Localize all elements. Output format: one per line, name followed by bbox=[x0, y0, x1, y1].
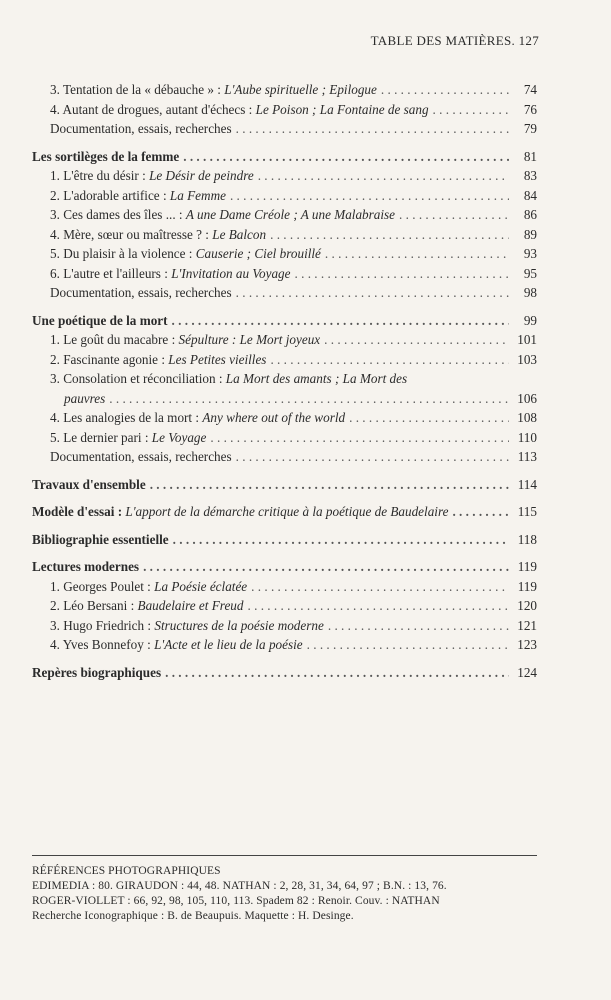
entry-page: 106 bbox=[517, 390, 537, 406]
entry-title-cont: pauvres bbox=[64, 390, 106, 406]
toc-entry-label bbox=[50, 635, 303, 655]
entry-number: 4. bbox=[50, 101, 60, 117]
entry-page: 101 bbox=[517, 332, 537, 347]
toc-entry-label bbox=[50, 205, 395, 225]
toc-section bbox=[32, 311, 537, 331]
references-line-3: Recherche Iconographique : B. de Beaupuis. Maquette : H. Desinge. bbox=[32, 910, 354, 922]
toc-entry-label bbox=[50, 447, 232, 467]
entry-title: Baudelaire et Freud bbox=[137, 598, 244, 613]
entry-number: 3. bbox=[50, 207, 60, 222]
entry-text: L'être du désir : bbox=[63, 168, 150, 183]
dot-leader bbox=[109, 389, 509, 409]
entry-text: Le dernier pari : bbox=[63, 429, 152, 445]
toc-entry-label bbox=[32, 557, 139, 577]
entry-title: Any where out of the world bbox=[202, 410, 346, 425]
entry-page: 86 bbox=[523, 207, 537, 222]
entry-title: Le Balcon bbox=[212, 226, 267, 242]
dot-leader bbox=[307, 635, 509, 655]
entry-title: L'apport de la démarche critique à la poétique de Baudelaire bbox=[125, 504, 449, 519]
entry-number: 4. bbox=[50, 410, 60, 425]
entry-page: 110 bbox=[517, 429, 537, 445]
entry-page: 79 bbox=[523, 121, 537, 136]
entry-text: Le goût du macabre : bbox=[63, 332, 179, 347]
dot-leader bbox=[165, 663, 509, 683]
entry-title: Sépulture : Le Mort joyeux bbox=[178, 332, 321, 347]
entry-page: 108 bbox=[517, 410, 537, 425]
toc-entry-label bbox=[50, 80, 377, 100]
entry-number: 2. bbox=[50, 187, 60, 203]
toc-entry bbox=[32, 205, 537, 225]
toc-entry bbox=[32, 596, 537, 616]
dot-leader bbox=[236, 447, 509, 467]
toc-entry-label bbox=[50, 119, 232, 139]
toc-entry-label bbox=[50, 389, 105, 409]
running-title: TABLE DES MATIÈRES. bbox=[370, 33, 516, 48]
entry-text: Documentation, essais, recherches bbox=[50, 285, 232, 300]
entry-text: Mère, sœur ou maîtresse ? : bbox=[63, 226, 213, 242]
toc-entry bbox=[32, 244, 537, 264]
entry-title: Le Poison ; La Fontaine de sang bbox=[255, 101, 429, 117]
dot-leader bbox=[258, 166, 509, 186]
entry-page: 74 bbox=[523, 82, 537, 97]
toc-entry bbox=[32, 186, 537, 206]
entry-page: 103 bbox=[517, 351, 537, 367]
dot-leader bbox=[270, 350, 509, 370]
entry-text: Travaux d'ensemble bbox=[32, 476, 146, 492]
toc-entry-continuation bbox=[32, 389, 537, 409]
toc-entry-label bbox=[32, 147, 179, 167]
entry-title: Le Voyage bbox=[151, 429, 207, 445]
toc-entry-label bbox=[50, 225, 266, 245]
entry-page: 119 bbox=[517, 559, 537, 574]
entry-text: Lectures modernes bbox=[32, 559, 140, 574]
dot-leader bbox=[173, 530, 509, 550]
entry-title: Les Petites vieilles bbox=[168, 351, 267, 367]
entry-page: 115 bbox=[517, 504, 537, 519]
toc-entry-label bbox=[50, 428, 206, 448]
references-line-2: ROGER-VIOLLET : 66, 92, 98, 105, 110, 113. Spadem 82 : Renoir. Couv. : NATHAN bbox=[32, 895, 440, 907]
entry-number: 5. bbox=[50, 246, 60, 261]
toc-entry bbox=[32, 428, 537, 448]
toc-section bbox=[32, 147, 537, 167]
dot-leader bbox=[172, 311, 509, 331]
toc-entry bbox=[32, 119, 537, 139]
entry-number: 1. bbox=[50, 168, 60, 183]
entry-text: Yves Bonnefoy : bbox=[62, 637, 155, 652]
page-header bbox=[371, 33, 539, 49]
toc-entry bbox=[32, 330, 537, 350]
entry-title: Structures de la poésie moderne bbox=[154, 617, 324, 633]
dot-leader bbox=[381, 80, 509, 100]
entry-number: 5. bbox=[50, 429, 60, 445]
toc-entry-label bbox=[50, 100, 429, 120]
entry-text: Léo Bersani : bbox=[63, 598, 138, 613]
toc-entry bbox=[32, 166, 537, 186]
entry-number: 2. bbox=[50, 351, 60, 367]
toc-entry-label bbox=[50, 264, 291, 284]
dot-leader bbox=[183, 147, 509, 167]
entry-page: 121 bbox=[517, 617, 537, 633]
entry-text: Bibliographie essentielle bbox=[32, 531, 169, 547]
entry-title: L'Aube spirituelle ; Epilogue bbox=[224, 82, 377, 97]
entry-text: Documentation, essais, recherches bbox=[50, 121, 232, 136]
dot-leader bbox=[325, 244, 509, 264]
dot-leader bbox=[210, 428, 509, 448]
entry-text: Autant de drogues, autant d'échecs : bbox=[62, 101, 256, 117]
toc-entry-label bbox=[50, 350, 266, 370]
entry-page: 83 bbox=[523, 168, 537, 183]
toc-entry-label bbox=[50, 408, 345, 428]
toc-entry-label bbox=[32, 663, 161, 683]
entry-text: L'autre et l'ailleurs : bbox=[63, 265, 172, 281]
toc-section bbox=[32, 663, 537, 683]
entry-text: Repères biographiques bbox=[32, 664, 162, 680]
entry-text: Modèle d'essai : bbox=[32, 504, 126, 519]
entry-number: 3. bbox=[50, 371, 60, 386]
toc-entry bbox=[32, 635, 537, 655]
entry-title: L'Invitation au Voyage bbox=[171, 265, 291, 281]
dot-leader bbox=[150, 475, 509, 495]
toc-entry bbox=[32, 264, 537, 284]
entry-text: Du plaisir à la violence : bbox=[63, 246, 196, 261]
toc-entry-label bbox=[32, 502, 448, 522]
toc-entry-label bbox=[50, 596, 244, 616]
dot-leader bbox=[248, 596, 510, 616]
dot-leader bbox=[433, 100, 509, 120]
references-title: RÉFÉRENCES PHOTOGRAPHIQUES bbox=[32, 865, 221, 877]
entry-title: La Poésie éclatée bbox=[154, 578, 248, 594]
entry-number: 4. bbox=[50, 637, 60, 652]
entry-number: 6. bbox=[50, 265, 60, 281]
entry-page: 84 bbox=[523, 187, 537, 203]
entry-text: Georges Poulet : bbox=[63, 578, 155, 594]
entry-number: 3. bbox=[50, 82, 60, 97]
toc-entry bbox=[32, 369, 537, 389]
toc-entry bbox=[32, 80, 537, 100]
entry-title: L'Acte et le lieu de la poésie bbox=[154, 637, 303, 652]
toc-entry bbox=[32, 350, 537, 370]
toc-entry-label bbox=[32, 475, 146, 495]
entry-page: 76 bbox=[523, 101, 537, 117]
page-number: 127 bbox=[518, 33, 539, 48]
toc-entry-label bbox=[50, 330, 320, 350]
entry-page: 81 bbox=[523, 148, 537, 164]
toc-entry-label bbox=[50, 616, 324, 636]
dot-leader bbox=[324, 330, 509, 350]
toc-section bbox=[32, 475, 537, 495]
table-of-contents bbox=[32, 80, 537, 682]
toc-entry bbox=[32, 447, 537, 467]
dot-leader bbox=[251, 577, 509, 597]
entry-text: Documentation, essais, recherches bbox=[50, 449, 232, 464]
entry-page: 89 bbox=[523, 226, 537, 242]
toc-entry bbox=[32, 100, 537, 120]
toc-entry-label bbox=[50, 166, 254, 186]
entry-page: 119 bbox=[517, 578, 537, 594]
entry-text: Hugo Friedrich : bbox=[63, 617, 155, 633]
dot-leader bbox=[236, 119, 509, 139]
entry-page: 120 bbox=[517, 598, 537, 613]
entry-text: Les analogies de la mort : bbox=[63, 410, 203, 425]
entry-page: 95 bbox=[523, 265, 537, 281]
entry-title: Causerie ; Ciel brouillé bbox=[195, 246, 321, 261]
entry-number: 3. bbox=[50, 617, 60, 633]
toc-entry-label bbox=[50, 369, 407, 389]
entry-title: Le Désir de peindre bbox=[149, 168, 254, 183]
entry-page: 93 bbox=[523, 246, 537, 261]
entry-text: Consolation et réconciliation : bbox=[63, 371, 226, 386]
dot-leader bbox=[328, 616, 509, 636]
dot-leader bbox=[349, 408, 509, 428]
entry-text: Les sortilèges de la femme bbox=[32, 148, 180, 164]
toc-entry-label bbox=[50, 283, 232, 303]
entry-page: 114 bbox=[517, 476, 537, 492]
toc-entry bbox=[32, 283, 537, 303]
entry-page: 124 bbox=[517, 664, 537, 680]
entry-title: A une Dame Créole ; A une Malabraise bbox=[185, 207, 396, 222]
dot-leader bbox=[452, 502, 509, 522]
references-line-1: EDIMEDIA : 80. GIRAUDON : 44, 48. NATHAN : 2, 28, 31, 34, 64, 97 ; B.N. : 13, 76. bbox=[32, 880, 447, 892]
toc-entry bbox=[32, 616, 537, 636]
entry-number: 1. bbox=[50, 578, 60, 594]
entry-page: 113 bbox=[517, 449, 537, 464]
entry-text: Tentation de la « débauche » : bbox=[62, 82, 225, 97]
entry-title: La Femme bbox=[169, 187, 226, 203]
dot-leader bbox=[270, 225, 509, 245]
entry-number: 1. bbox=[50, 332, 60, 347]
dot-leader bbox=[295, 264, 510, 284]
photo-references bbox=[32, 855, 537, 924]
entry-text: L'adorable artifice : bbox=[63, 187, 170, 203]
entry-page: 118 bbox=[517, 531, 537, 547]
toc-entry bbox=[32, 577, 537, 597]
toc-section bbox=[32, 502, 537, 522]
dot-leader bbox=[143, 557, 509, 577]
toc-entry-label bbox=[50, 244, 321, 264]
toc-section bbox=[32, 557, 537, 577]
entry-number: 4. bbox=[50, 226, 60, 242]
toc-entry bbox=[32, 408, 537, 428]
toc-entry-label bbox=[32, 311, 168, 331]
entry-text: Ces dames des îles ... : bbox=[63, 207, 186, 222]
toc-entry-label bbox=[50, 577, 247, 597]
toc-entry bbox=[32, 225, 537, 245]
dot-leader bbox=[230, 186, 509, 206]
toc-entry-label bbox=[32, 530, 169, 550]
toc-entry-label bbox=[50, 186, 226, 206]
entry-text: Une poétique de la mort bbox=[32, 312, 168, 328]
entry-page: 123 bbox=[517, 637, 537, 652]
entry-page: 99 bbox=[523, 312, 537, 328]
entry-number: 2. bbox=[50, 598, 60, 613]
dot-leader bbox=[399, 205, 509, 225]
entry-text: Fascinante agonie : bbox=[63, 351, 169, 367]
dot-leader bbox=[236, 283, 509, 303]
entry-page: 98 bbox=[523, 285, 537, 300]
entry-title: La Mort des amants ; La Mort des bbox=[225, 371, 408, 386]
toc-section bbox=[32, 530, 537, 550]
